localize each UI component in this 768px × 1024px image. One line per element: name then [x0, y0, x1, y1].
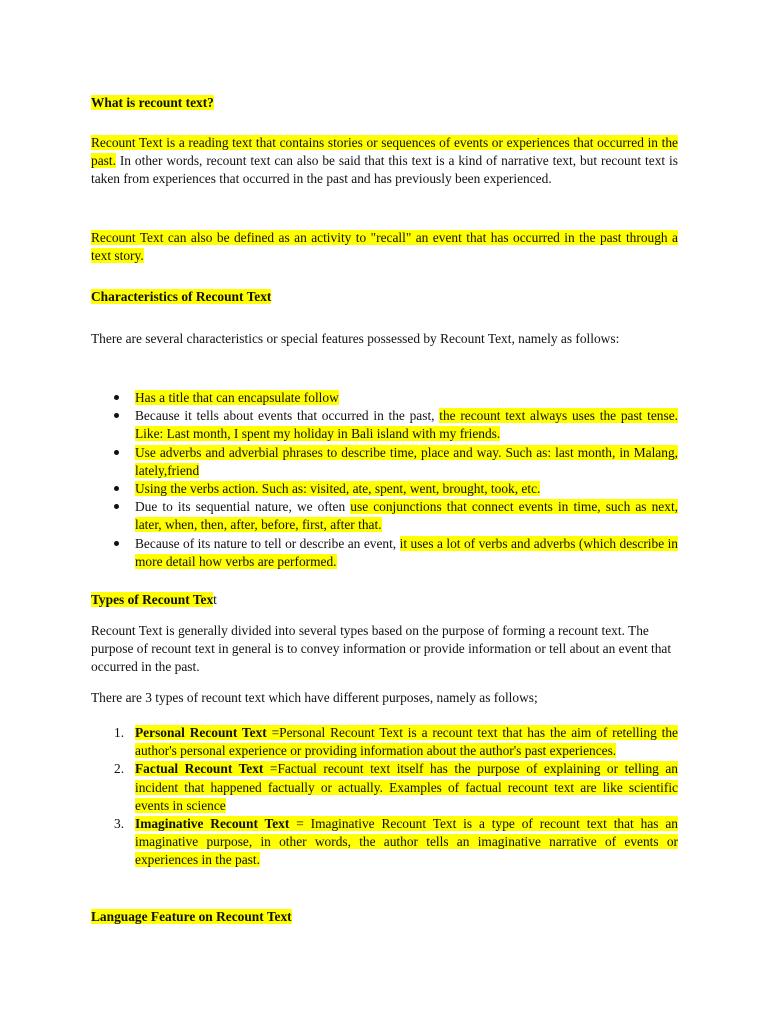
list-number: 2.: [114, 761, 125, 777]
list-item: [91, 724, 678, 760]
list-item: [91, 444, 678, 480]
list-item-text: Because of its nature to tell or describe an event,: [135, 535, 400, 551]
types-list: [91, 724, 678, 870]
list-item-text: Has a title that can encapsulate follow: [135, 390, 339, 405]
list-item-highlight: it uses a lot of verbs and adverbs (which describe in more detail how verbs are performed.: [135, 535, 678, 569]
type-title: Factual Recount Text: [135, 761, 264, 777]
highlighted-recall: Recount Text can also be defined as an activity to "recall" an event that has occurred in the past through a text story.: [91, 230, 678, 264]
list-item-highlight: Use adverbs and adverbial phrases to describe time, place and way. Such as: last month, in Malang, lately,friend: [135, 444, 678, 478]
bullet-icon: [114, 486, 119, 491]
characteristics-list: [91, 389, 678, 571]
list-item-highlight: the recount text always uses the past tense. Like: Last month, I spent my holiday in Bali island with my friends.: [135, 408, 678, 442]
list-number: 3.: [114, 816, 125, 832]
type-title: Personal Recount Text: [135, 725, 267, 740]
heading-language-feature: [91, 908, 678, 926]
list-item-text: Due to its sequential nature, we often: [135, 499, 351, 515]
bullet-icon: [114, 504, 119, 509]
definition-continuation: In other words, recount text can also be said that this text is a kind of narrative text, but recount text is taken from experiences that occurred in the past and has previously been experienced.: [91, 153, 678, 187]
heading-text: What is recount text?: [91, 95, 214, 110]
type-title: Imaginative Recount Text: [135, 816, 290, 832]
bullet-icon: [114, 395, 119, 400]
heading-text: Types of Recount Tex: [91, 592, 214, 607]
type-text: =Personal Recount Text is a recount text that has the aim of retelling the author's personal experience or providing information about the author's past experiences.: [135, 725, 678, 759]
list-item-highlight: Using the verbs action. Such as: visited, ate, spent, went, brought, took, etc.: [135, 481, 541, 497]
paragraph-characteristics-intro: [91, 330, 678, 348]
paragraph-definition: [91, 134, 678, 189]
list-item: [91, 480, 678, 498]
paragraph-three-types: [91, 689, 678, 707]
heading-what-is-recount: [91, 94, 678, 112]
heading-types: [91, 591, 678, 609]
bullet-icon: [114, 450, 119, 455]
heading-text: Language Feature on Recount Text: [91, 909, 292, 924]
heading-text-tail: t: [213, 592, 217, 607]
list-item: [91, 498, 678, 534]
paragraph-recall: [91, 229, 678, 265]
three-types-text: There are 3 types of recount text which have different purposes, namely as follows;: [91, 690, 538, 705]
type-text: = Imaginative Recount Text is a type of recount text that has an imaginative purpose, in other words, the author tells an imaginative narrative of events or experiences in the past.: [135, 816, 678, 868]
list-number: 1.: [114, 725, 125, 740]
characteristics-intro-text: There are several characteristics or special features possessed by Recount Text, namely as follows:: [91, 331, 620, 346]
heading-characteristics: [91, 288, 678, 306]
list-item: [91, 760, 678, 815]
list-item: [91, 407, 678, 443]
list-item-text: Because it tells about events that occurred in the past,: [135, 408, 440, 424]
heading-text: Characteristics of Recount Text: [91, 289, 272, 304]
list-item: [91, 535, 678, 571]
bullet-icon: [114, 541, 119, 546]
paragraph-types-intro: [91, 622, 678, 677]
highlighted-definition: Recount Text is a reading text that contains stories or sequences of events or experiences that occurred in the past.: [91, 135, 678, 169]
types-intro-text: Recount Text is generally divided into several types based on the purpose of forming a recount text. The purpose of recount text in general is to convey information or provide information or tell about an event that occurred in the past.: [91, 623, 672, 675]
bullet-icon: [114, 413, 119, 418]
list-item: [91, 389, 678, 407]
list-item-highlight: use conjunctions that connect events in time, such as next, later, when, then, after, before, first, after that.: [135, 499, 679, 533]
list-item: [91, 815, 678, 870]
type-text: =Factual recount text itself has the purpose of explaining or telling an incident that happened factually or actually. Examples of factual recount text are like scientific events in science: [135, 761, 679, 813]
